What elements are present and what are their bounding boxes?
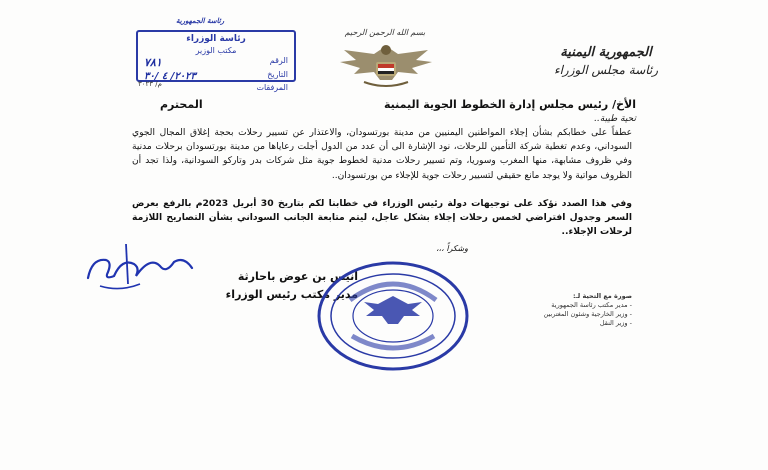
copies-list [502,292,632,328]
yemen-eagle-emblem-icon [334,40,438,90]
reference-small: م/ ٣٠٢٣ [138,80,162,88]
stamp-org: رئاسة الوزراء [186,34,246,44]
letterhead-text [536,44,676,78]
copies-item: - وزير الخارجية وشئون المغتربين [543,310,632,318]
closing-thanks: وشكراً ،،، [436,244,468,253]
stamp-attachments-label: المرفقات [256,83,288,93]
signatory-name: أنيس بن عوض باحارثة [237,270,358,283]
copies-item: - مدير مكتب رئاسة الجمهورية [551,301,632,309]
stamp-above-text: رئاسة الجمهورية [176,17,225,25]
letterhead-office: رئاسة مجلس الوزراء [553,62,659,77]
stamp-date-value: ٢٠٢٣/ ٤ /٣٠ [144,71,196,83]
stamp-number-value: ٧٨١ [144,56,162,70]
recipient-line: الأخ/ رئيس مجلس إدارة الخطوط الجوية اليمنية [384,98,636,111]
copies-title: صورة مع التحية لـ: [572,292,632,300]
honorific: المحترم [160,98,203,111]
signatory-title: مدير مكتب رئيس الوزراء [225,288,358,301]
stamp-office: مكتب الوزير [195,45,237,55]
copies-item: - وزير النقل [599,319,632,327]
stamp-date-label: التاريخ [267,70,288,80]
body-paragraph-2: وفي هذا الصدد نؤكد على توجيهات دولة رئيس الوزراء في خطابنا لكم بتاريخ 30 أبريل 2023م بالرفع بعرض السعر وجدول افتراضي لخمس رحلات إجلاء بشكل عاجل، ليتم متابعة الجانب السوداني بشأن التصاريح اللازمة لرحلات الإجلاء.. [132,198,632,238]
official-seal [316,260,471,372]
basmala: بسم الله الرحمن الرحيم [344,28,426,37]
letterhead-country: الجمهورية اليمنية [560,45,652,60]
stamp-number-label: الرقم [269,56,288,66]
greeting: تحية طيبة.. [594,114,636,124]
body-paragraph-1: عطفاً على خطابكم بشأن إجلاء المواطنين اليمنيين من مدينة بورتسودان، والاعتذار عن تسيير رحلات بحجة إغلاق المجال الجوي السوداني، وعدم تغطية شركة التأمين للرحلات، نود الإشارة الى أن عدد من الدول أجلت رعاياها من مدينة بورتسودان برحلات مدنية وفي ظروف مشابهة، منها المغرب وسوريا، وتم تسيير رحلات مدنية لخطوط جوية مثل شركات بدر وتاركو السودانية، ولذا تجد أن الظروف مواتية ولا يوجد مانع حقيقي لتسيير رحلات جوية للإجلاء من بورتسودان.. [132,128,632,181]
